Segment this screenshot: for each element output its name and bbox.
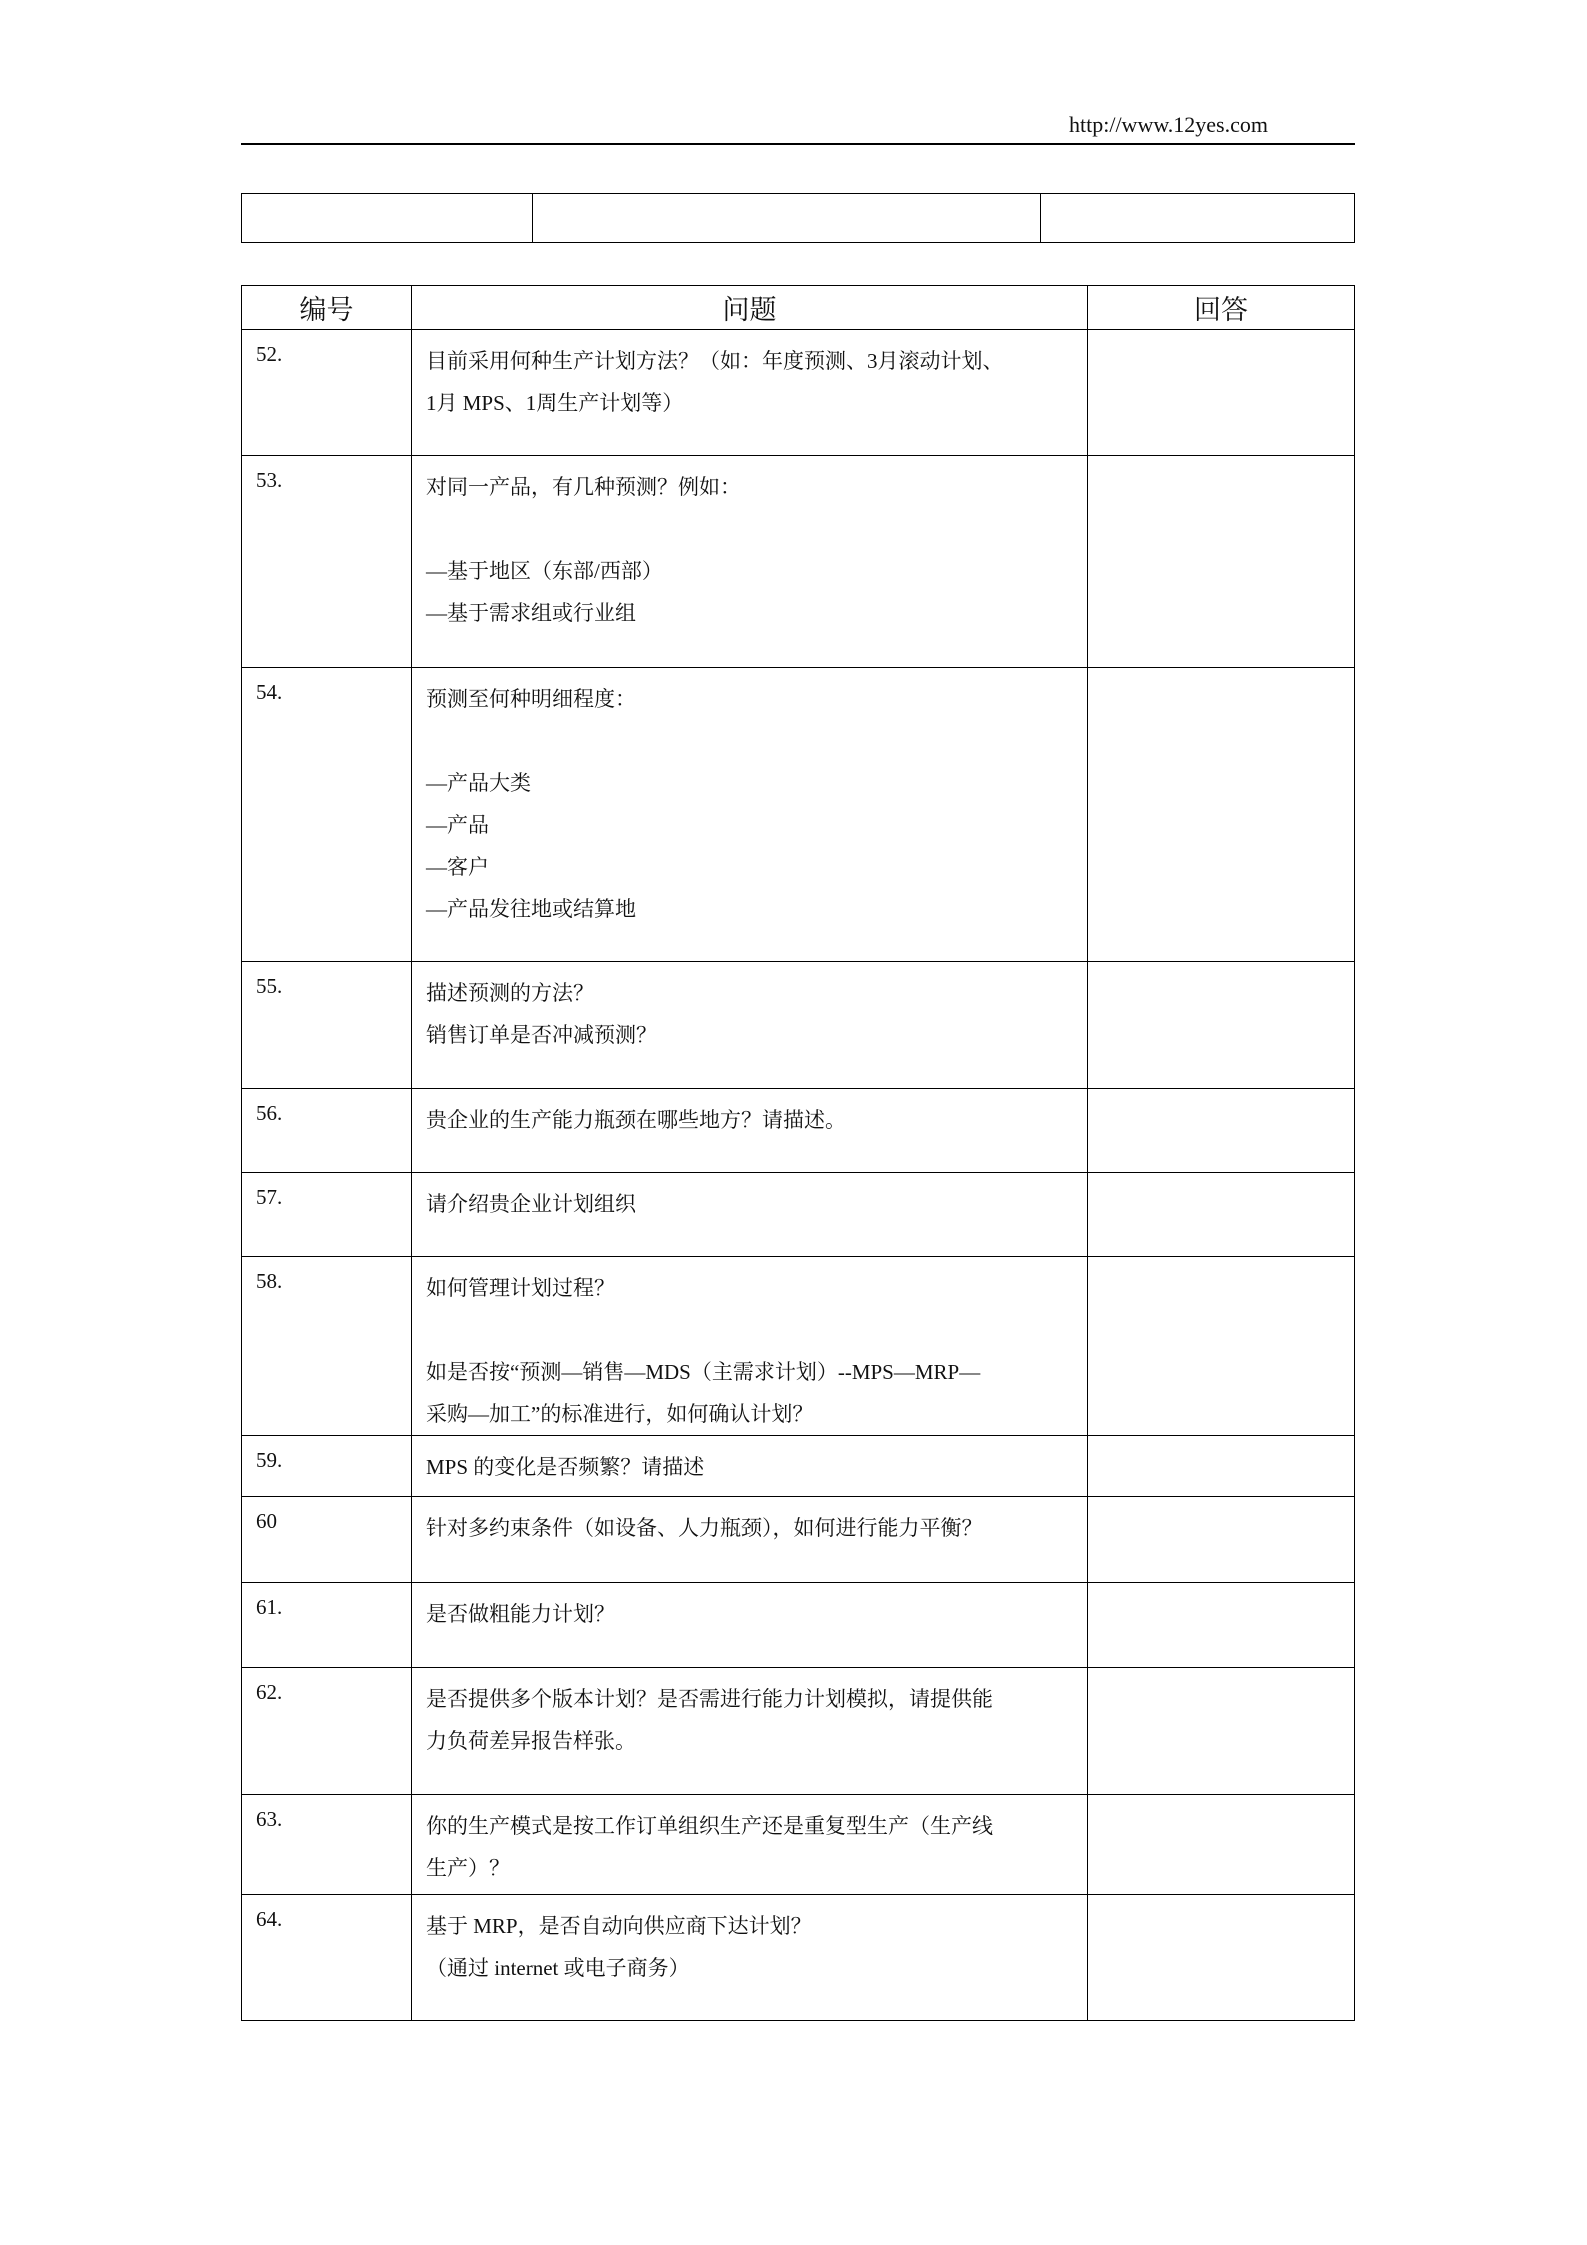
- table-row: [242, 1795, 1355, 1895]
- question-text: [412, 330, 1088, 456]
- answer-cell[interactable]: [1088, 1436, 1355, 1497]
- question-text: [412, 1583, 1088, 1668]
- question-number: 53.: [242, 456, 412, 668]
- answer-cell[interactable]: [1088, 1089, 1355, 1173]
- table-row: [242, 1257, 1355, 1436]
- table-row: [242, 1668, 1355, 1795]
- table-row: [242, 668, 1355, 962]
- table-row: [242, 1436, 1355, 1497]
- answer-cell[interactable]: [1088, 330, 1355, 456]
- column-header-number: 编号: [242, 286, 412, 330]
- question-text: [412, 1668, 1088, 1795]
- table-row: [242, 1089, 1355, 1173]
- question-number: 64.: [242, 1895, 412, 2021]
- question-number: 61.: [242, 1583, 412, 1668]
- answer-cell[interactable]: [1088, 962, 1355, 1089]
- answer-cell[interactable]: [1088, 668, 1355, 962]
- question-line: —基于需求组或行业组: [426, 601, 636, 625]
- answer-cell[interactable]: [1088, 1895, 1355, 2021]
- question-line: 描述预测的方法？: [426, 981, 594, 1005]
- answer-cell[interactable]: [1088, 1795, 1355, 1895]
- question-line: 如何管理计划过程？: [426, 1276, 615, 1300]
- question-line: 预测至何种明细程度：: [426, 687, 636, 711]
- table-row: [242, 1583, 1355, 1668]
- questionnaire-table: [241, 285, 1355, 2021]
- table-row: [242, 962, 1355, 1089]
- question-number: 60: [242, 1497, 412, 1583]
- question-number: 56.: [242, 1089, 412, 1173]
- question-number: 58.: [242, 1257, 412, 1436]
- answer-cell[interactable]: [1088, 1668, 1355, 1795]
- question-number: 63.: [242, 1795, 412, 1895]
- question-line: 1月 MPS、1周生产计划等）: [426, 391, 684, 415]
- question-line: —产品发往地或结算地: [426, 897, 636, 921]
- question-line: [426, 1309, 1073, 1351]
- question-text: [412, 1173, 1088, 1257]
- question-line: （通过 internet 或电子商务）: [426, 1956, 690, 1980]
- blank-cell: [533, 194, 1041, 243]
- question-line: 基于 MRP，是否自动向供应商下达计划？: [426, 1914, 812, 1938]
- answer-cell[interactable]: [1088, 1583, 1355, 1668]
- question-line: —产品大类: [426, 771, 531, 795]
- question-line: 你的生产模式是按工作订单组织生产还是重复型生产（生产线: [426, 1814, 993, 1838]
- question-number: 59.: [242, 1436, 412, 1497]
- question-line: [426, 508, 1073, 550]
- question-text: [412, 1089, 1088, 1173]
- column-header-answer: 回答: [1088, 286, 1355, 330]
- header-url: http://www.12yes.com: [1069, 112, 1268, 137]
- answer-cell[interactable]: [1088, 1497, 1355, 1583]
- question-line: —基于地区（东部/西部）: [426, 559, 663, 583]
- question-line: 是否提供多个版本计划？是否需进行能力计划模拟，请提供能: [426, 1687, 993, 1711]
- question-line: 贵企业的生产能力瓶颈在哪些地方？请描述。: [426, 1108, 846, 1132]
- question-line: 如是否按“预测—销售—MDS（主需求计划）--MPS—MRP—: [426, 1360, 981, 1384]
- question-line: —客户: [426, 855, 489, 879]
- question-text: [412, 1895, 1088, 2021]
- question-number: 54.: [242, 668, 412, 962]
- question-text: [412, 1257, 1088, 1436]
- question-number: 57.: [242, 1173, 412, 1257]
- table-row: [242, 456, 1355, 668]
- question-line: 力负荷差异报告样张。: [426, 1729, 636, 1753]
- question-line: 目前采用何种生产计划方法？（如：年度预测、3月滚动计划、: [426, 349, 1004, 373]
- table-row: [242, 330, 1355, 456]
- question-text: [412, 1436, 1088, 1497]
- question-number: 62.: [242, 1668, 412, 1795]
- blank-info-table: [241, 193, 1355, 243]
- question-text: [412, 962, 1088, 1089]
- question-text: [412, 1497, 1088, 1583]
- header-divider: [241, 143, 1355, 145]
- question-line: MPS 的变化是否频繁？请描述: [426, 1455, 705, 1479]
- question-line: —产品: [426, 813, 489, 837]
- question-number: 52.: [242, 330, 412, 456]
- column-header-question: 问题: [412, 286, 1088, 330]
- question-text: [412, 456, 1088, 668]
- question-line: 是否做粗能力计划？: [426, 1602, 615, 1626]
- table-row: [242, 1895, 1355, 2021]
- blank-cell: [1041, 194, 1355, 243]
- question-number: 55.: [242, 962, 412, 1089]
- question-text: [412, 668, 1088, 962]
- answer-cell[interactable]: [1088, 456, 1355, 668]
- table-row: [242, 1497, 1355, 1583]
- question-line: 请介绍贵企业计划组织: [426, 1192, 636, 1216]
- question-line: 生产）？: [426, 1856, 510, 1880]
- question-line: 对同一产品，有几种预测？例如：: [426, 475, 741, 499]
- answer-cell[interactable]: [1088, 1173, 1355, 1257]
- question-line: [426, 720, 1073, 762]
- blank-cell: [242, 194, 533, 243]
- table-row: [242, 1173, 1355, 1257]
- question-text: [412, 1795, 1088, 1895]
- question-line: 销售订单是否冲减预测？: [426, 1023, 657, 1047]
- question-line: 采购—加工”的标准进行，如何确认计划？: [426, 1402, 814, 1426]
- question-line: 针对多约束条件（如设备、人力瓶颈），如何进行能力平衡？: [426, 1516, 983, 1540]
- answer-cell[interactable]: [1088, 1257, 1355, 1436]
